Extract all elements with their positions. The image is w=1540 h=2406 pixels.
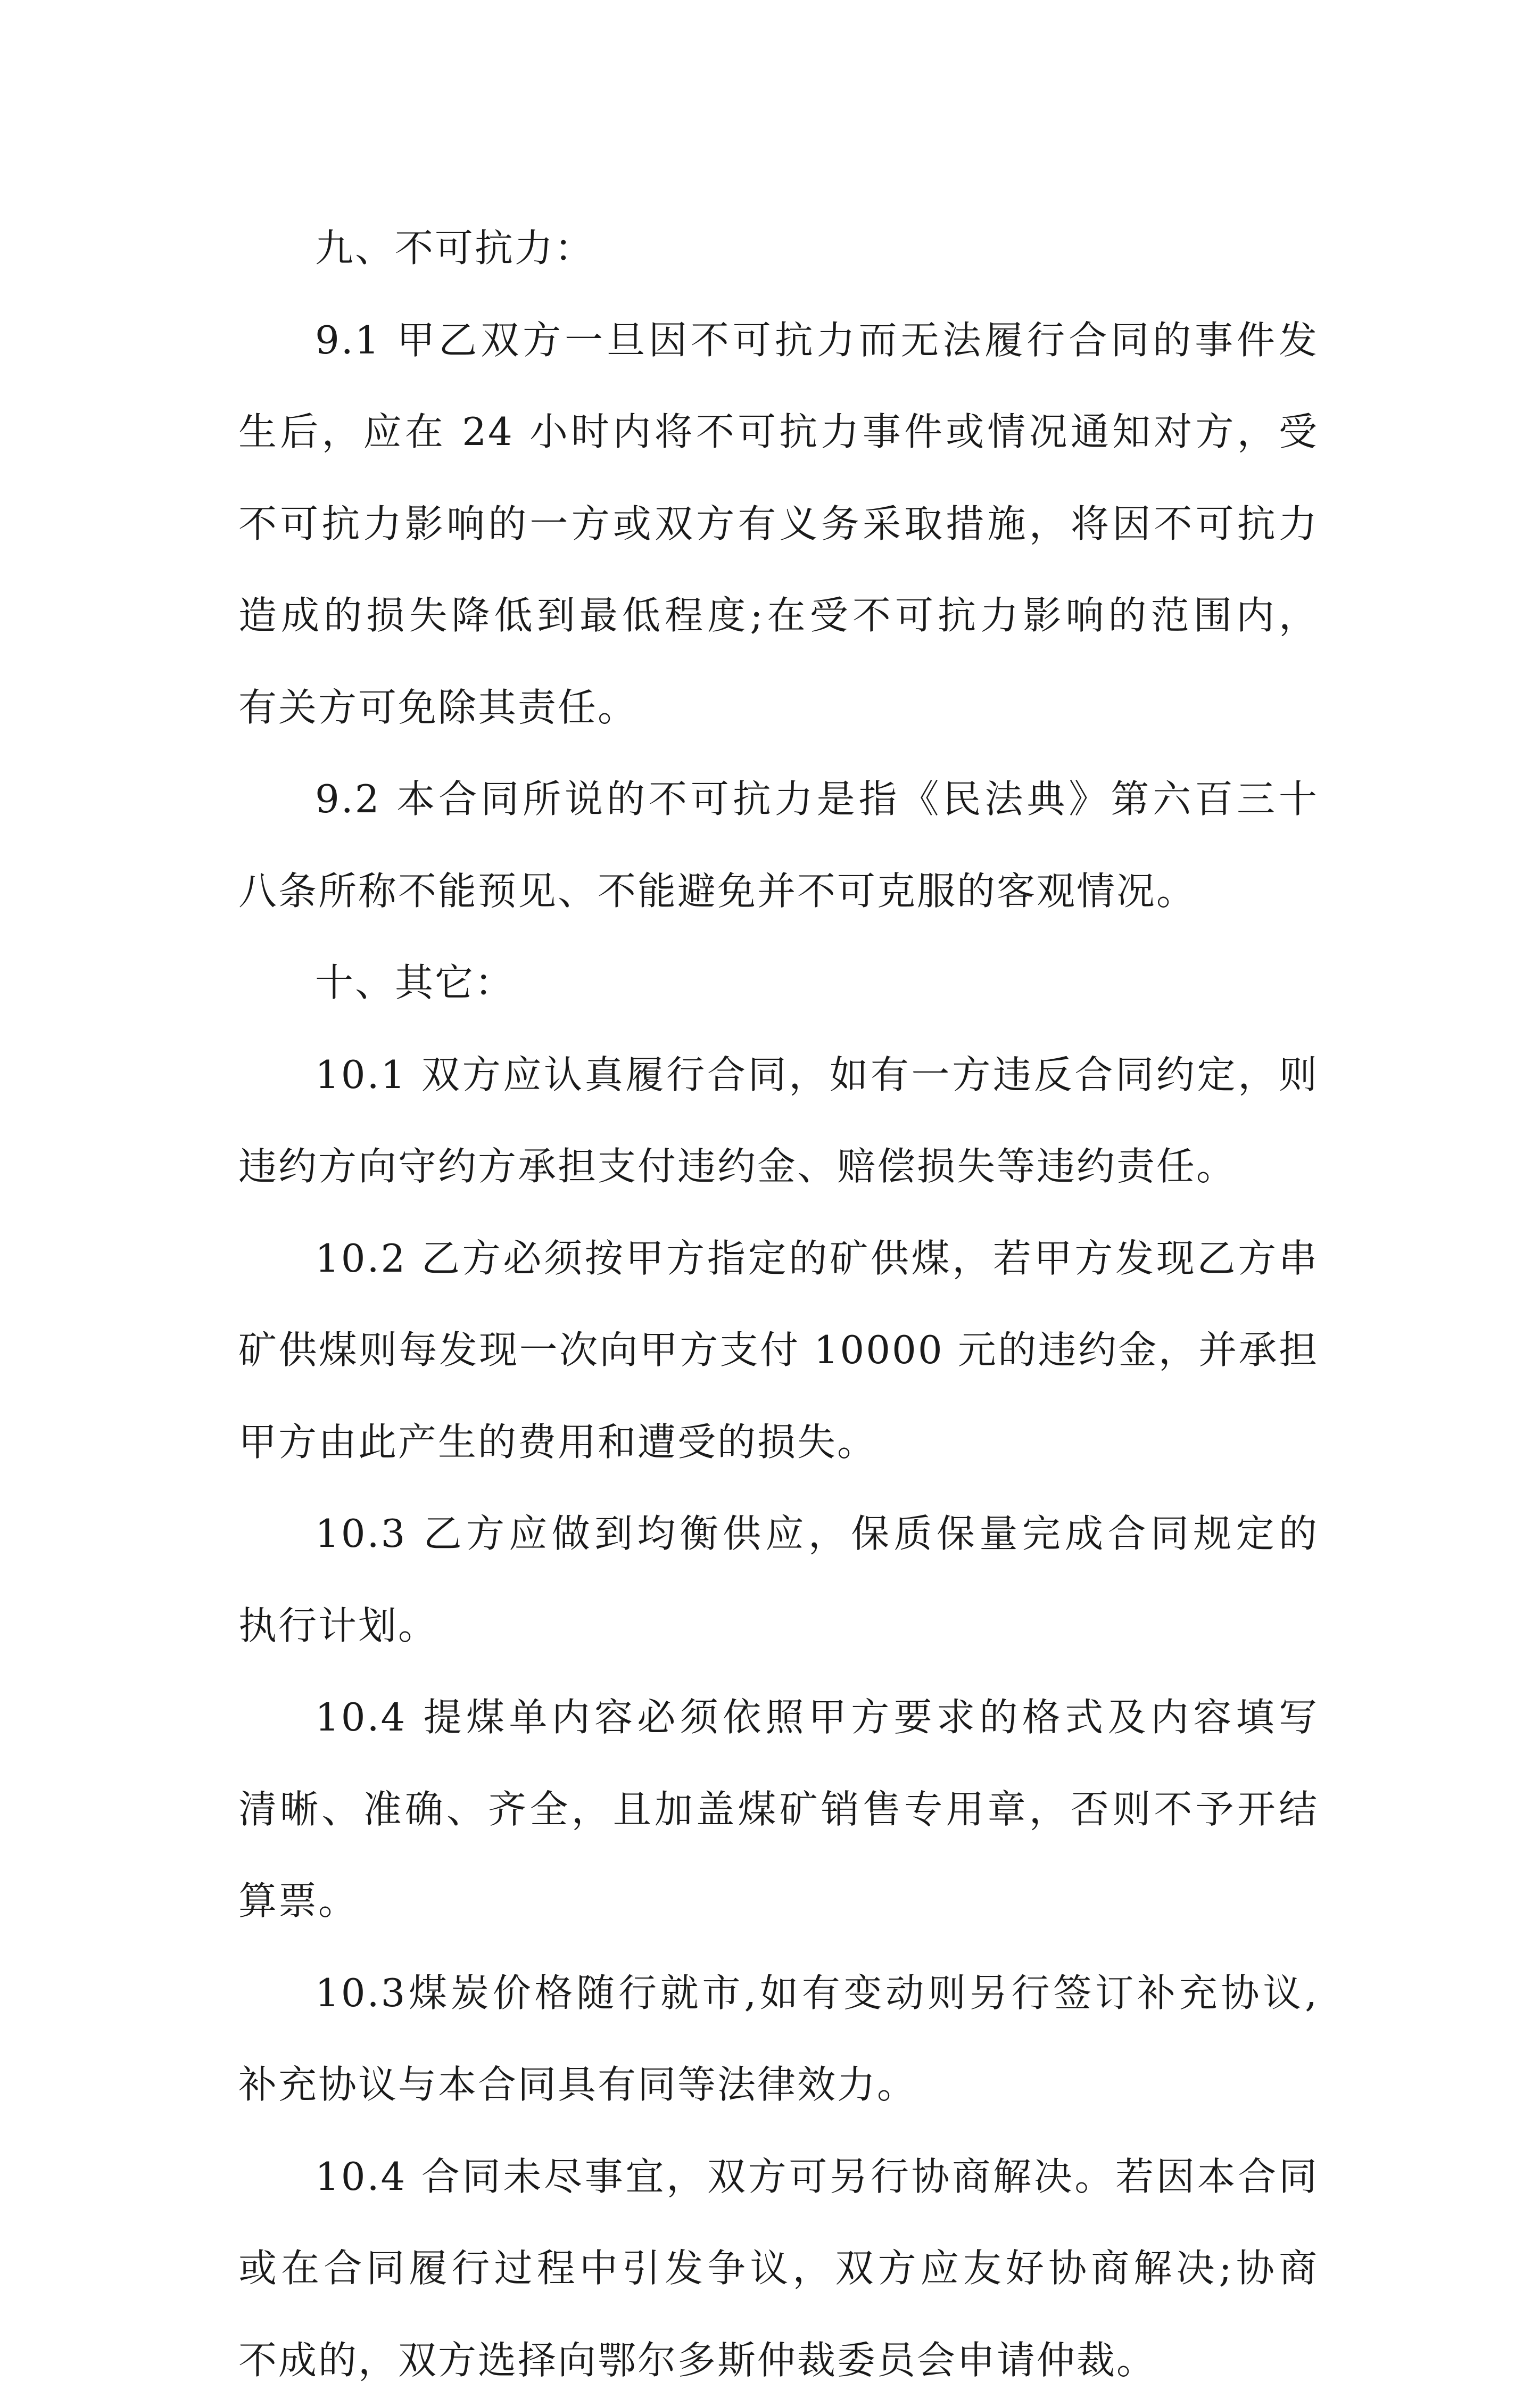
text-line: 10.4 提煤单内容必须依照甲方要求的格式及内容填写: [238, 1671, 1319, 1764]
text-line: 九、不可抗力：: [238, 202, 1319, 294]
text-line: 不成的，双方选择向鄂尔多斯仲裁委员会申请仲裁。: [238, 2314, 1319, 2406]
text-line: 10.4 合同未尽事宜，双方可另行协商解决。若因本合同: [238, 2131, 1319, 2223]
text-line: 有关方可免除其责任。: [238, 662, 1319, 754]
text-line: 10.2 乙方必须按甲方指定的矿供煤，若甲方发现乙方串: [238, 1213, 1319, 1305]
text-line: 或在合同履行过程中引发争议，双方应友好协商解决;协商: [238, 2222, 1319, 2314]
text-line: 10.3 乙方应做到均衡供应，保质保量完成合同规定的: [238, 1488, 1319, 1580]
text-line: 违约方向守约方承担支付违约金、赔偿损失等违约责任。: [238, 1120, 1319, 1213]
text-line: 甲方由此产生的费用和遭受的损失。: [238, 1396, 1319, 1488]
text-line: 9.1 甲乙双方一旦因不可抗力而无法履行合同的事件发: [238, 294, 1319, 386]
document-body: [238, 202, 1319, 2406]
text-line: 清晰、准确、齐全，且加盖煤矿销售专用章，否则不予开结: [238, 1764, 1319, 1856]
text-line: 执行计划。: [238, 1580, 1319, 1672]
text-line: 10.1 双方应认真履行合同，如有一方违反合同约定，则: [238, 1029, 1319, 1121]
text-line: 补充协议与本合同具有同等法律效力。: [238, 2039, 1319, 2131]
text-line: 八条所称不能预见、不能避免并不可克服的客观情况。: [238, 845, 1319, 937]
text-line: 10.3煤炭价格随行就市,如有变动则另行签订补充协议,: [238, 1947, 1319, 2039]
text-line: 算票。: [238, 1855, 1319, 1947]
text-line: 矿供煤则每发现一次向甲方支付 10000 元的违约金，并承担: [238, 1304, 1319, 1396]
text-line: 十、其它：: [238, 937, 1319, 1029]
text-line: 不可抗力影响的一方或双方有义务采取措施，将因不可抗力: [238, 478, 1319, 570]
text-line: 生后，应在 24 小时内将不可抗力事件或情况通知对方，受: [238, 386, 1319, 478]
text-line: 造成的损失降低到最低程度;在受不可抗力影响的范围内，: [238, 570, 1319, 662]
text-line: 9.2 本合同所说的不可抗力是指《民法典》第六百三十: [238, 753, 1319, 845]
